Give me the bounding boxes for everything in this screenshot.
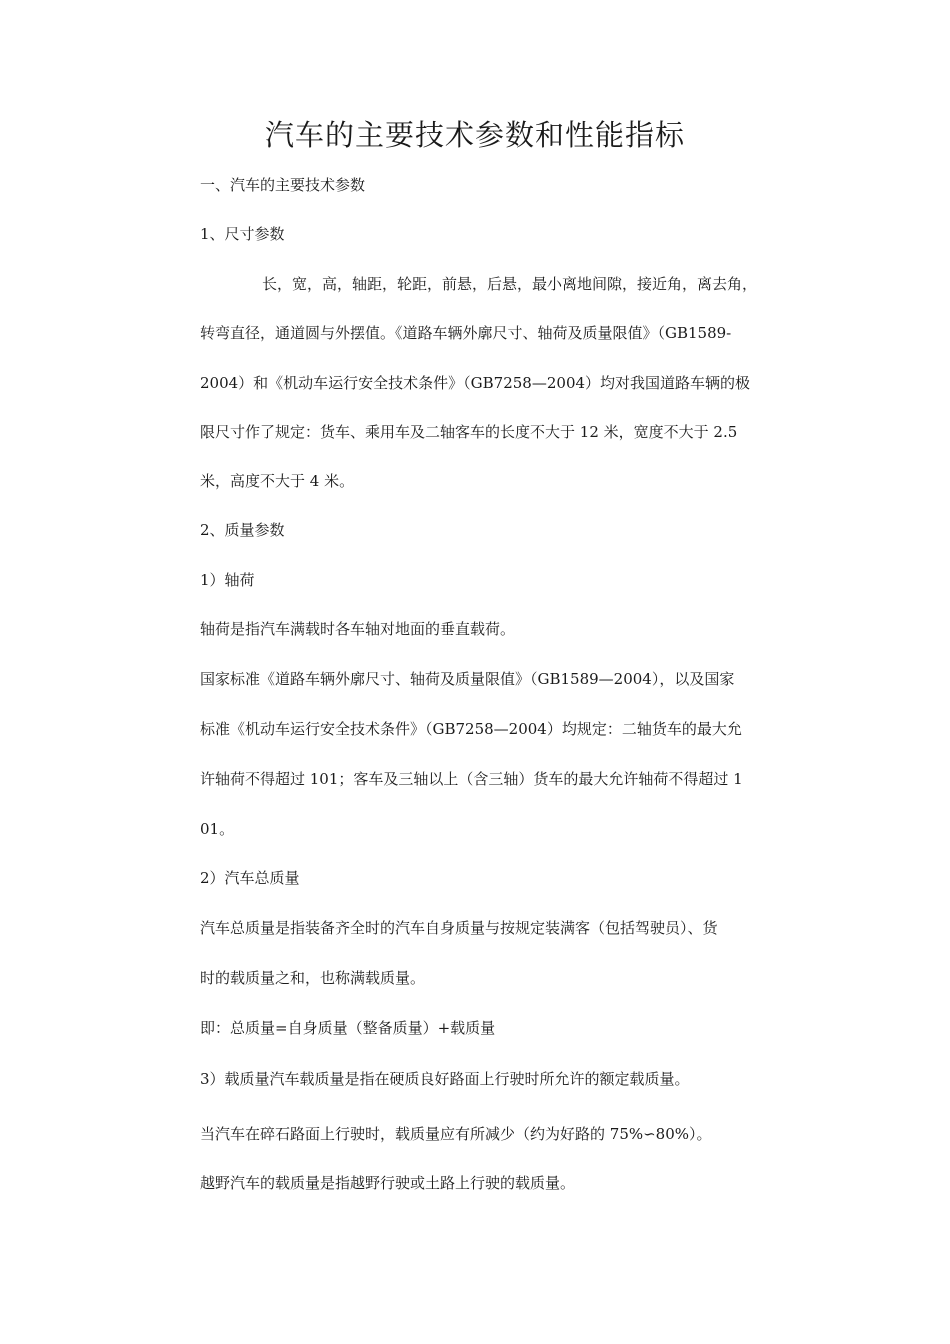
subsection-heading: 1、尺寸参数: [200, 225, 285, 243]
formula-line: 即：总质量=自身质量（整备质量）+载质量: [200, 1019, 496, 1037]
paragraph-line: 标准《机动车运行安全技术条件》（GB7258—2004）均规定：二轴货车的最大允: [200, 720, 742, 738]
document-title: 汽车的主要技术参数和性能指标: [264, 118, 685, 152]
definition-line: 轴荷是指汽车满载时各车轴对地面的垂直载荷。: [200, 620, 516, 638]
item-heading: 2）汽车总质量: [200, 869, 300, 887]
paragraph-line: 转弯直径，通道圆与外摆值。《道路车辆外廓尺寸、轴荷及质量限值》（GB1589-: [200, 324, 732, 342]
paragraph-line: 时的载质量之和，也称满载质量。: [200, 969, 426, 987]
note-line: 当汽车在碎石路面上行驶时，载质量应有所减少（约为好路的 75%∽80%）。: [200, 1125, 712, 1143]
item-heading: 1）轴荷: [200, 571, 255, 589]
subsection-heading: 2、质量参数: [200, 521, 285, 539]
paragraph-line: 许轴荷不得超过 101；客车及三轴以上（含三轴）货车的最大允许轴荷不得超过 1: [200, 770, 743, 788]
paragraph-line: 限尺寸作了规定：货车、乘用车及二轴客车的长度不大于 12 米，宽度不大于 2.5: [200, 423, 738, 441]
paragraph-line: 01。: [200, 820, 235, 838]
paragraph-line: 国家标准《道路车辆外廓尺寸、轴荷及质量限值》（GB1589—2004），以及国家: [200, 670, 735, 688]
section-heading: 一、汽车的主要技术参数: [200, 176, 366, 194]
item-heading: 3）载质量汽车载质量是指在硬质良好路面上行驶时所允许的额定载质量。: [200, 1070, 690, 1088]
paragraph-line: 米，高度不大于 4 米。: [200, 472, 355, 490]
paragraph-line: 汽车总质量是指装备齐全时的汽车自身质量与按规定装满客（包括驾驶员）、货: [200, 919, 718, 937]
note-line: 越野汽车的载质量是指越野行驶或土路上行驶的载质量。: [200, 1174, 576, 1192]
paragraph-line: 2004）和《机动车运行安全技术条件》（GB7258—2004）均对我国道路车辆的极: [200, 374, 751, 392]
paragraph-line: 长，宽，高，轴距，轮距，前悬，后悬，最小离地间隙，接近角，离去角，: [262, 275, 758, 293]
